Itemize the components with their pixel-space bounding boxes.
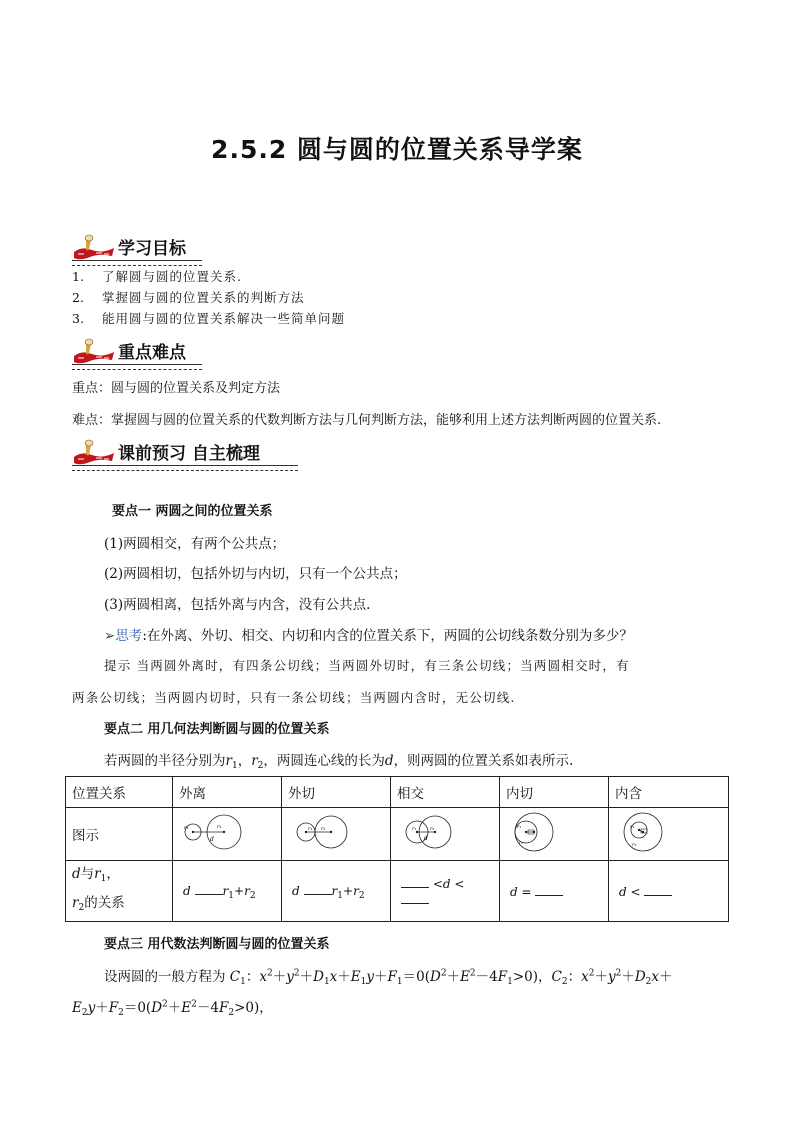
section-title-preview: 课前预习 自主梳理 [118, 444, 260, 464]
table-header-cell: 相交 [391, 777, 500, 808]
diagram-cell-outside [173, 808, 282, 861]
fill-blank[interactable] [644, 883, 672, 896]
point2-intro: 若两圆的半径分别为$r_1$，$r_2$，两圆连心线的长为d，则两圆的位置关系如表所示. [104, 753, 574, 771]
point3-equation-line1: 设两圆的一般方程为 $C_1$：$x^2+y^2+D_1x+E_1y+F_1=0(D^2+E^2-4F_1>0)$，$C_2$：$x^2+y^2+D_2x+$ [104, 968, 673, 987]
table-header-cell: 外离 [173, 777, 282, 808]
svg-text:r₂: r₂ [217, 824, 222, 830]
key-point-text: 重点：圆与圆的位置关系及判定方法 [72, 381, 281, 396]
relation-cell-external: d $r_1+r_2$ [282, 861, 391, 922]
table-header-cell: 位置关系 [66, 777, 173, 808]
think-text: :在外离、外切、相交、内切和内含的位置关系下，两圆的公切线条数分别为多少？ [142, 628, 633, 644]
relation-cell-contain: d < [609, 861, 729, 922]
goal-item: 1. 了解圆与圆的位置关系. [72, 269, 242, 284]
section-title-goals: 学习目标 [118, 239, 186, 259]
fill-blank[interactable] [401, 891, 429, 904]
table-header-cell: 内切 [500, 777, 609, 808]
diagram-cell-intersect [391, 808, 500, 861]
svg-text:r₂: r₂ [430, 826, 435, 832]
table-row-relation [66, 861, 729, 922]
think-question [104, 624, 633, 644]
arrow-bullet-icon: ➢ [104, 628, 116, 644]
table-header-cell: 外切 [282, 777, 391, 808]
svg-text:r₁: r₁ [517, 824, 522, 830]
circles-intersect-diagram [397, 810, 467, 854]
point1-item: (2)两圆相切，包括外切与内切，只有一个公共点； [104, 566, 407, 582]
diagram-cell-external [282, 808, 391, 861]
hint-line: 两条公切线；当两圆内切时，只有一条公切线；当两圆内含时，无公切线. [72, 690, 516, 705]
brush-badge-icon [72, 338, 116, 364]
point1-item: (3)两圆相离，包括外离与内含，没有公共点. [104, 597, 371, 613]
circles-internal-diagram [506, 810, 576, 854]
svg-text:r₁: r₁ [412, 826, 417, 832]
circles-outside-diagram [179, 810, 249, 854]
table-header-cell: 内含 [609, 777, 729, 808]
fill-blank[interactable] [401, 875, 429, 888]
think-label: 思考 [115, 628, 143, 644]
goal-item: 2. 掌握圆与圆的位置关系的判断方法 [72, 290, 305, 305]
fill-blank[interactable] [195, 882, 223, 895]
section-divider [72, 364, 202, 370]
goal-item: 3. 能用圆与圆的位置关系解决一些简单问题 [72, 311, 346, 326]
table-row-diagram [66, 808, 729, 861]
svg-text:r₁: r₁ [184, 825, 189, 831]
svg-text:d: d [210, 836, 214, 843]
section-title-key: 重点难点 [118, 343, 186, 363]
diagram-cell-contain [609, 808, 729, 861]
position-relation-table [65, 776, 729, 922]
relation-cell-internal: d = [500, 861, 609, 922]
table-row-label: 图示 [66, 808, 173, 861]
table-header-row [66, 777, 729, 808]
svg-text:d: d [424, 835, 428, 842]
section-divider [72, 465, 298, 471]
brush-badge-icon [72, 234, 116, 260]
point3-equation-line2: $E_2y+F_2=0(D^2+E^2-4F_2>0)$， [72, 999, 273, 1018]
svg-text:r₂: r₂ [519, 840, 524, 846]
svg-text:r₁: r₁ [308, 826, 313, 832]
hint-line: 提示 当两圆外离时，有四条公切线；当两圆外切时，有三条公切线；当两圆相交时，有 [104, 658, 630, 673]
point1-heading: 要点一 两圆之间的位置关系 [112, 504, 273, 519]
point3-heading: 要点三 用代数法判断圆与圆的位置关系 [104, 937, 330, 952]
svg-text:r₁: r₁ [630, 824, 635, 830]
point2-heading: 要点二 用几何法判断圆与圆的位置关系 [104, 722, 330, 737]
section-divider [72, 260, 202, 266]
brush-badge-icon [72, 439, 116, 465]
point1-item: (1)两圆相交，有两个公共点； [104, 536, 286, 552]
relation-cell-intersect: <d < [391, 861, 500, 922]
svg-text:r₂: r₂ [632, 842, 637, 848]
fill-blank[interactable] [304, 882, 332, 895]
table-row-label: d与$r_1$， $r_2$的关系 [66, 861, 173, 922]
page-title: 2.5.2 圆与圆的位置关系导学案 [211, 135, 583, 164]
circles-contain-diagram [615, 810, 685, 854]
diagram-cell-internal [500, 808, 609, 861]
circles-external-diagram [288, 810, 358, 854]
difficulty-text: 难点：掌握圆与圆的位置关系的代数判断方法与几何判断方法，能够利用上述方法判断两圆的位置关系. [72, 413, 662, 428]
relation-cell-outside: d $r_1+r_2$ [173, 861, 282, 922]
fill-blank[interactable] [535, 883, 563, 896]
svg-text:r₂: r₂ [321, 826, 326, 832]
